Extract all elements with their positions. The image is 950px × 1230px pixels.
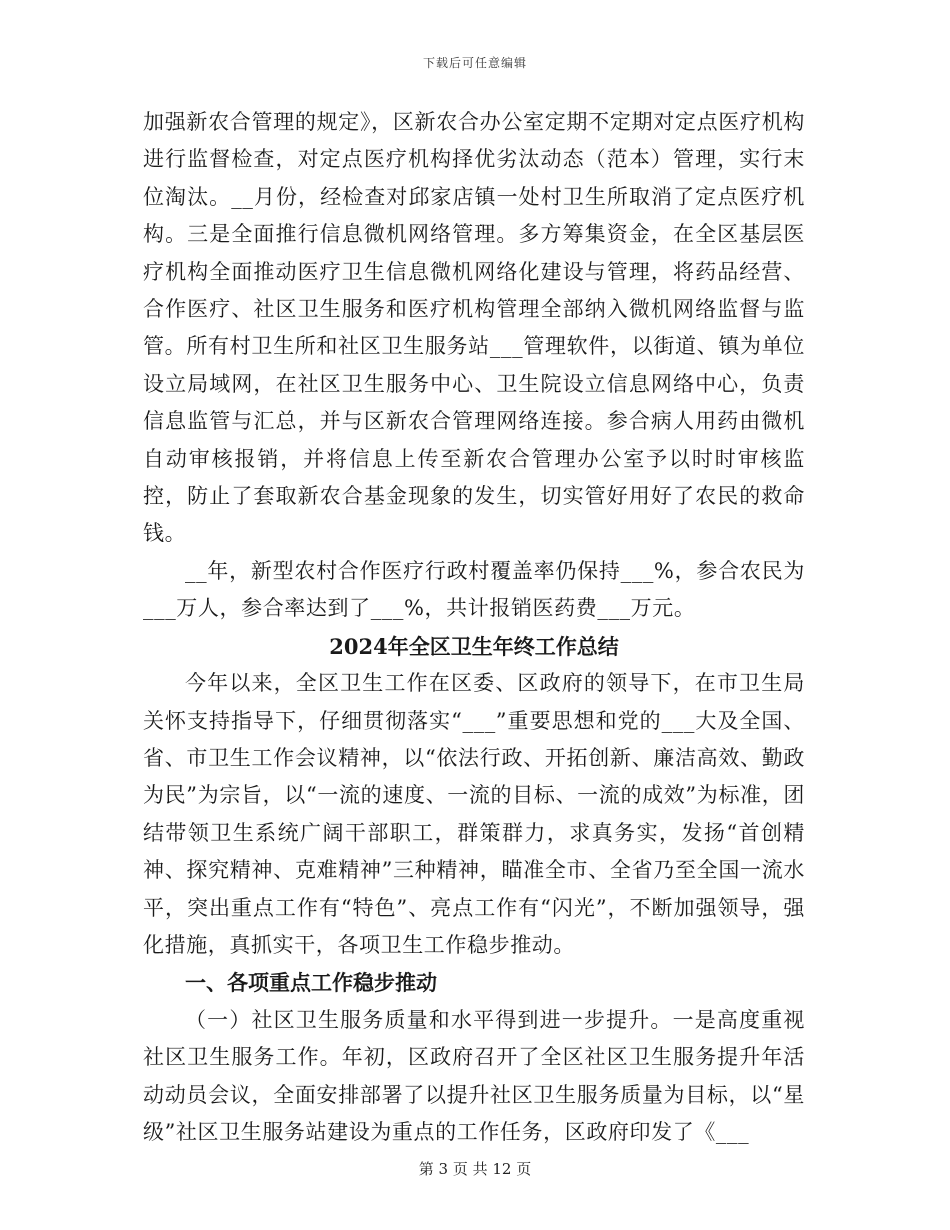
document-title: 2024年全区卫生年终工作总结 (329, 633, 619, 659)
section-heading-1: 一、各项重点工作稳步推动 (185, 970, 437, 996)
page-header: 下载后可任意编辑 (422, 56, 527, 70)
paragraph-3: 今年以来，全区卫生工作在区委、区政府的领导下，在市卫生局关怀支持指导下，仔细贯彻落实“___”重要思想和党的___大及全国、省、市卫生工作会议精神，以“依法行政、开拓创新、廉洁高效、勤政为民”为宗旨，以“一流的速度、一流的目标、一流的成效”为标准，团结带领卫生系统广阔干部职工，群策群力，求真务实，发扬“首创精神、探究精神、克难精神”三种精神，瞄准全市、全省乃至全国一流水平，突出重点工作有“特色”、亮点工作有“闪光”，不断加强领导，强化措施，真抓实干，各项卫生工作稳步推动。 (143, 671, 805, 957)
paragraph-2: __年，新型农村合作医疗行政村覆盖率仍保持___%，参合农民为___万人，参合率达到了___%，共计报销医药费___万元。 (143, 558, 805, 621)
paragraph-4: （一）社区卫生服务质量和水平得到进一步提升。一是高度重视社区卫生服务工作。年初，区政府召开了全区社区卫生服务提升年活动动员会议，全面安排部署了以提升社区卫生服务质量为目标，以“星级”社区卫生服务站建设为重点的工作任务，区政府印发了《___ (143, 1007, 805, 1144)
paragraph-1: 加强新农合管理的规定》，区新农合办公室定期不定期对定点医疗机构进行监督检查，对定点医疗机构择优劣汰动态（范本）管理，实行末位淘汰。__月份，经检查对邱家店镇一处村卫生所取消了定点医疗机构。三是全面推行信息微机网络管理。多方筹集资金，在全区基层医疗机构全面推动医疗卫生信息微机网络化建设与管理，将药品经营、合作医疗、社区卫生服务和医疗机构管理全部纳入微机网络监督与监管。所有村卫生所和社区卫生服务站___管理软件，以街道、镇为单位设立局域网，在社区卫生服务中心、卫生院设立信息网络中心，负责信息监管与汇总，并与区新农合管理网络连接。参合病人用药由微机自动审核报销，并将信息上传至新农合管理办公室予以时时审核监控，防止了套取新农合基金现象的发生，切实管好用好了农民的救命钱。 (143, 110, 805, 546)
page-footer: 第 3 页 共 12 页 (418, 1160, 532, 1178)
document-body (143, 104, 805, 1151)
